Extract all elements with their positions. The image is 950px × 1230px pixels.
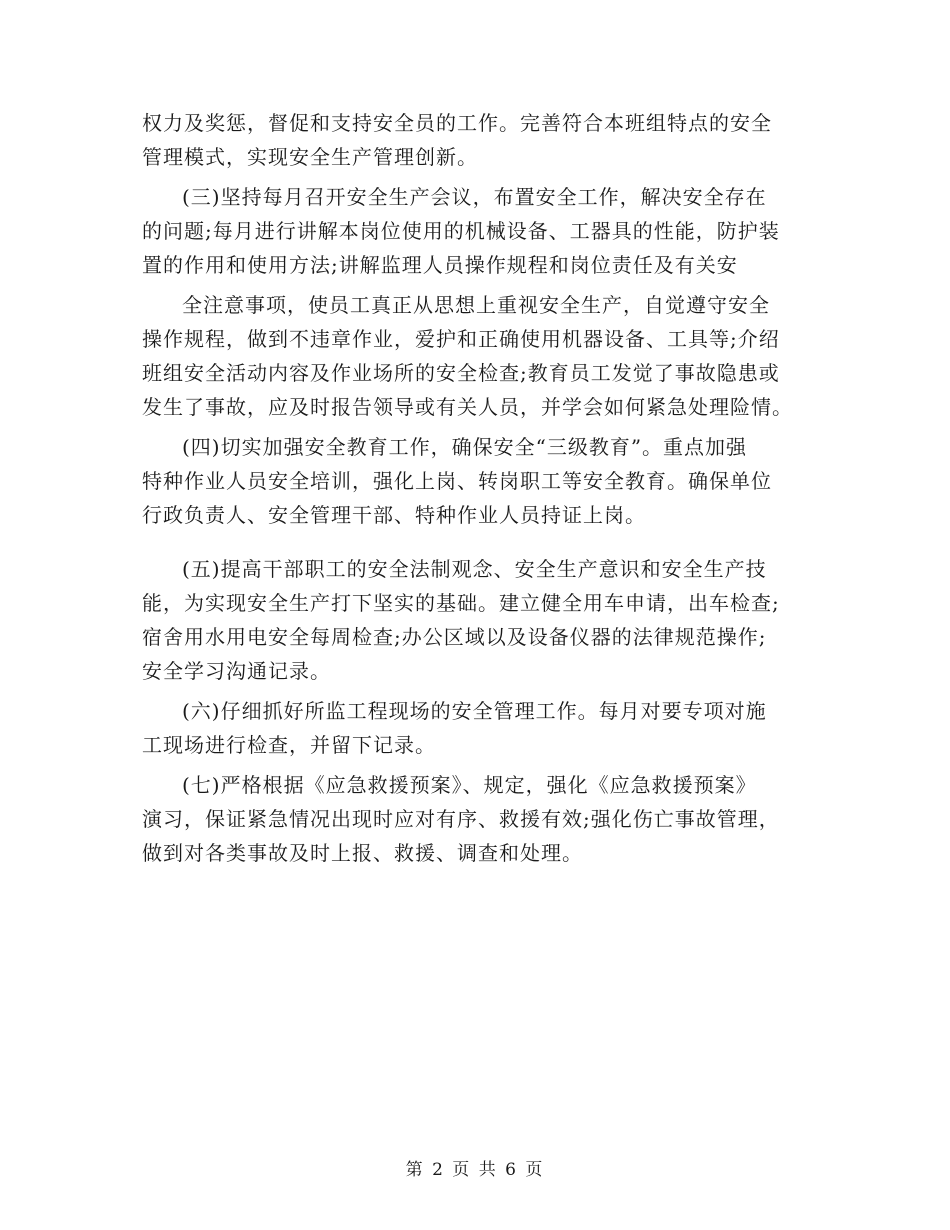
text-line: 安全学习沟通记录。 (142, 659, 331, 683)
page-number-footer: 第 2 页 共 6 页 (405, 1160, 545, 1180)
text-line: 管理模式，实现安全生产管理创新。 (142, 145, 478, 169)
text-line: 演习，保证紧急情况出现时应对有序、救援有效;强化伤亡事故管理， (142, 807, 780, 831)
text-line: 置的作用和使用方法;讲解监理人员操作规程和岗位责任及有关安 (142, 253, 738, 277)
text-line: 宿舍用水用电安全每周检查;办公区域以及设备仪器的法律规范操作; (142, 625, 767, 649)
document-body (142, 106, 822, 870)
text-line: 班组安全活动内容及作业场所的安全检查;教育员工发觉了事故隐患或 (142, 361, 780, 385)
paragraph-6-start: (六)仔细抓好所监工程现场的安全管理工作。每月对要专项对施 (182, 699, 767, 723)
paragraph-3-start: (三)坚持每月召开安全生产会议，布置安全工作，解决安全存在 (182, 185, 767, 209)
text-line: 做到对各类事故及时上报、救援、调查和处理。 (142, 841, 583, 865)
text-line: 权力及奖惩，督促和支持安全员的工作。完善符合本班组特点的安全 (142, 111, 772, 135)
text-line: 能，为实现安全生产打下坚实的基础。建立健全用车申请，出车检查; (142, 591, 780, 615)
paragraph-4-start: (四)切实加强安全教育工作，确保安全“三级教育”。重点加强 (182, 435, 748, 459)
text-line: 工现场进行检查，并留下记录。 (142, 733, 436, 757)
text-line: 全注意事项，使员工真正从思想上重视安全生产，自觉遵守安全 (182, 293, 770, 317)
text-line: 行政负责人、安全管理干部、特种作业人员持证上岗。 (142, 503, 646, 527)
text-line: 的问题;每月进行讲解本岗位使用的机械设备、工器具的性能，防护装 (142, 219, 780, 243)
text-line: 操作规程，做到不违章作业，爱护和正确使用机器设备、工具等;介绍 (142, 327, 780, 351)
text-line: 特种作业人员安全培训，强化上岗、转岗职工等安全教育。确保单位 (142, 469, 772, 493)
paragraph-7-start: (七)严格根据《应急救援预案》、规定，强化《应急救援预案》 (182, 773, 757, 797)
text-line: 发生了事故，应及时报告领导或有关人员，并学会如何紧急处理险情。 (142, 395, 793, 419)
paragraph-5-start: (五)提高干部职工的安全法制观念、安全生产意识和安全生产技 (182, 557, 767, 581)
